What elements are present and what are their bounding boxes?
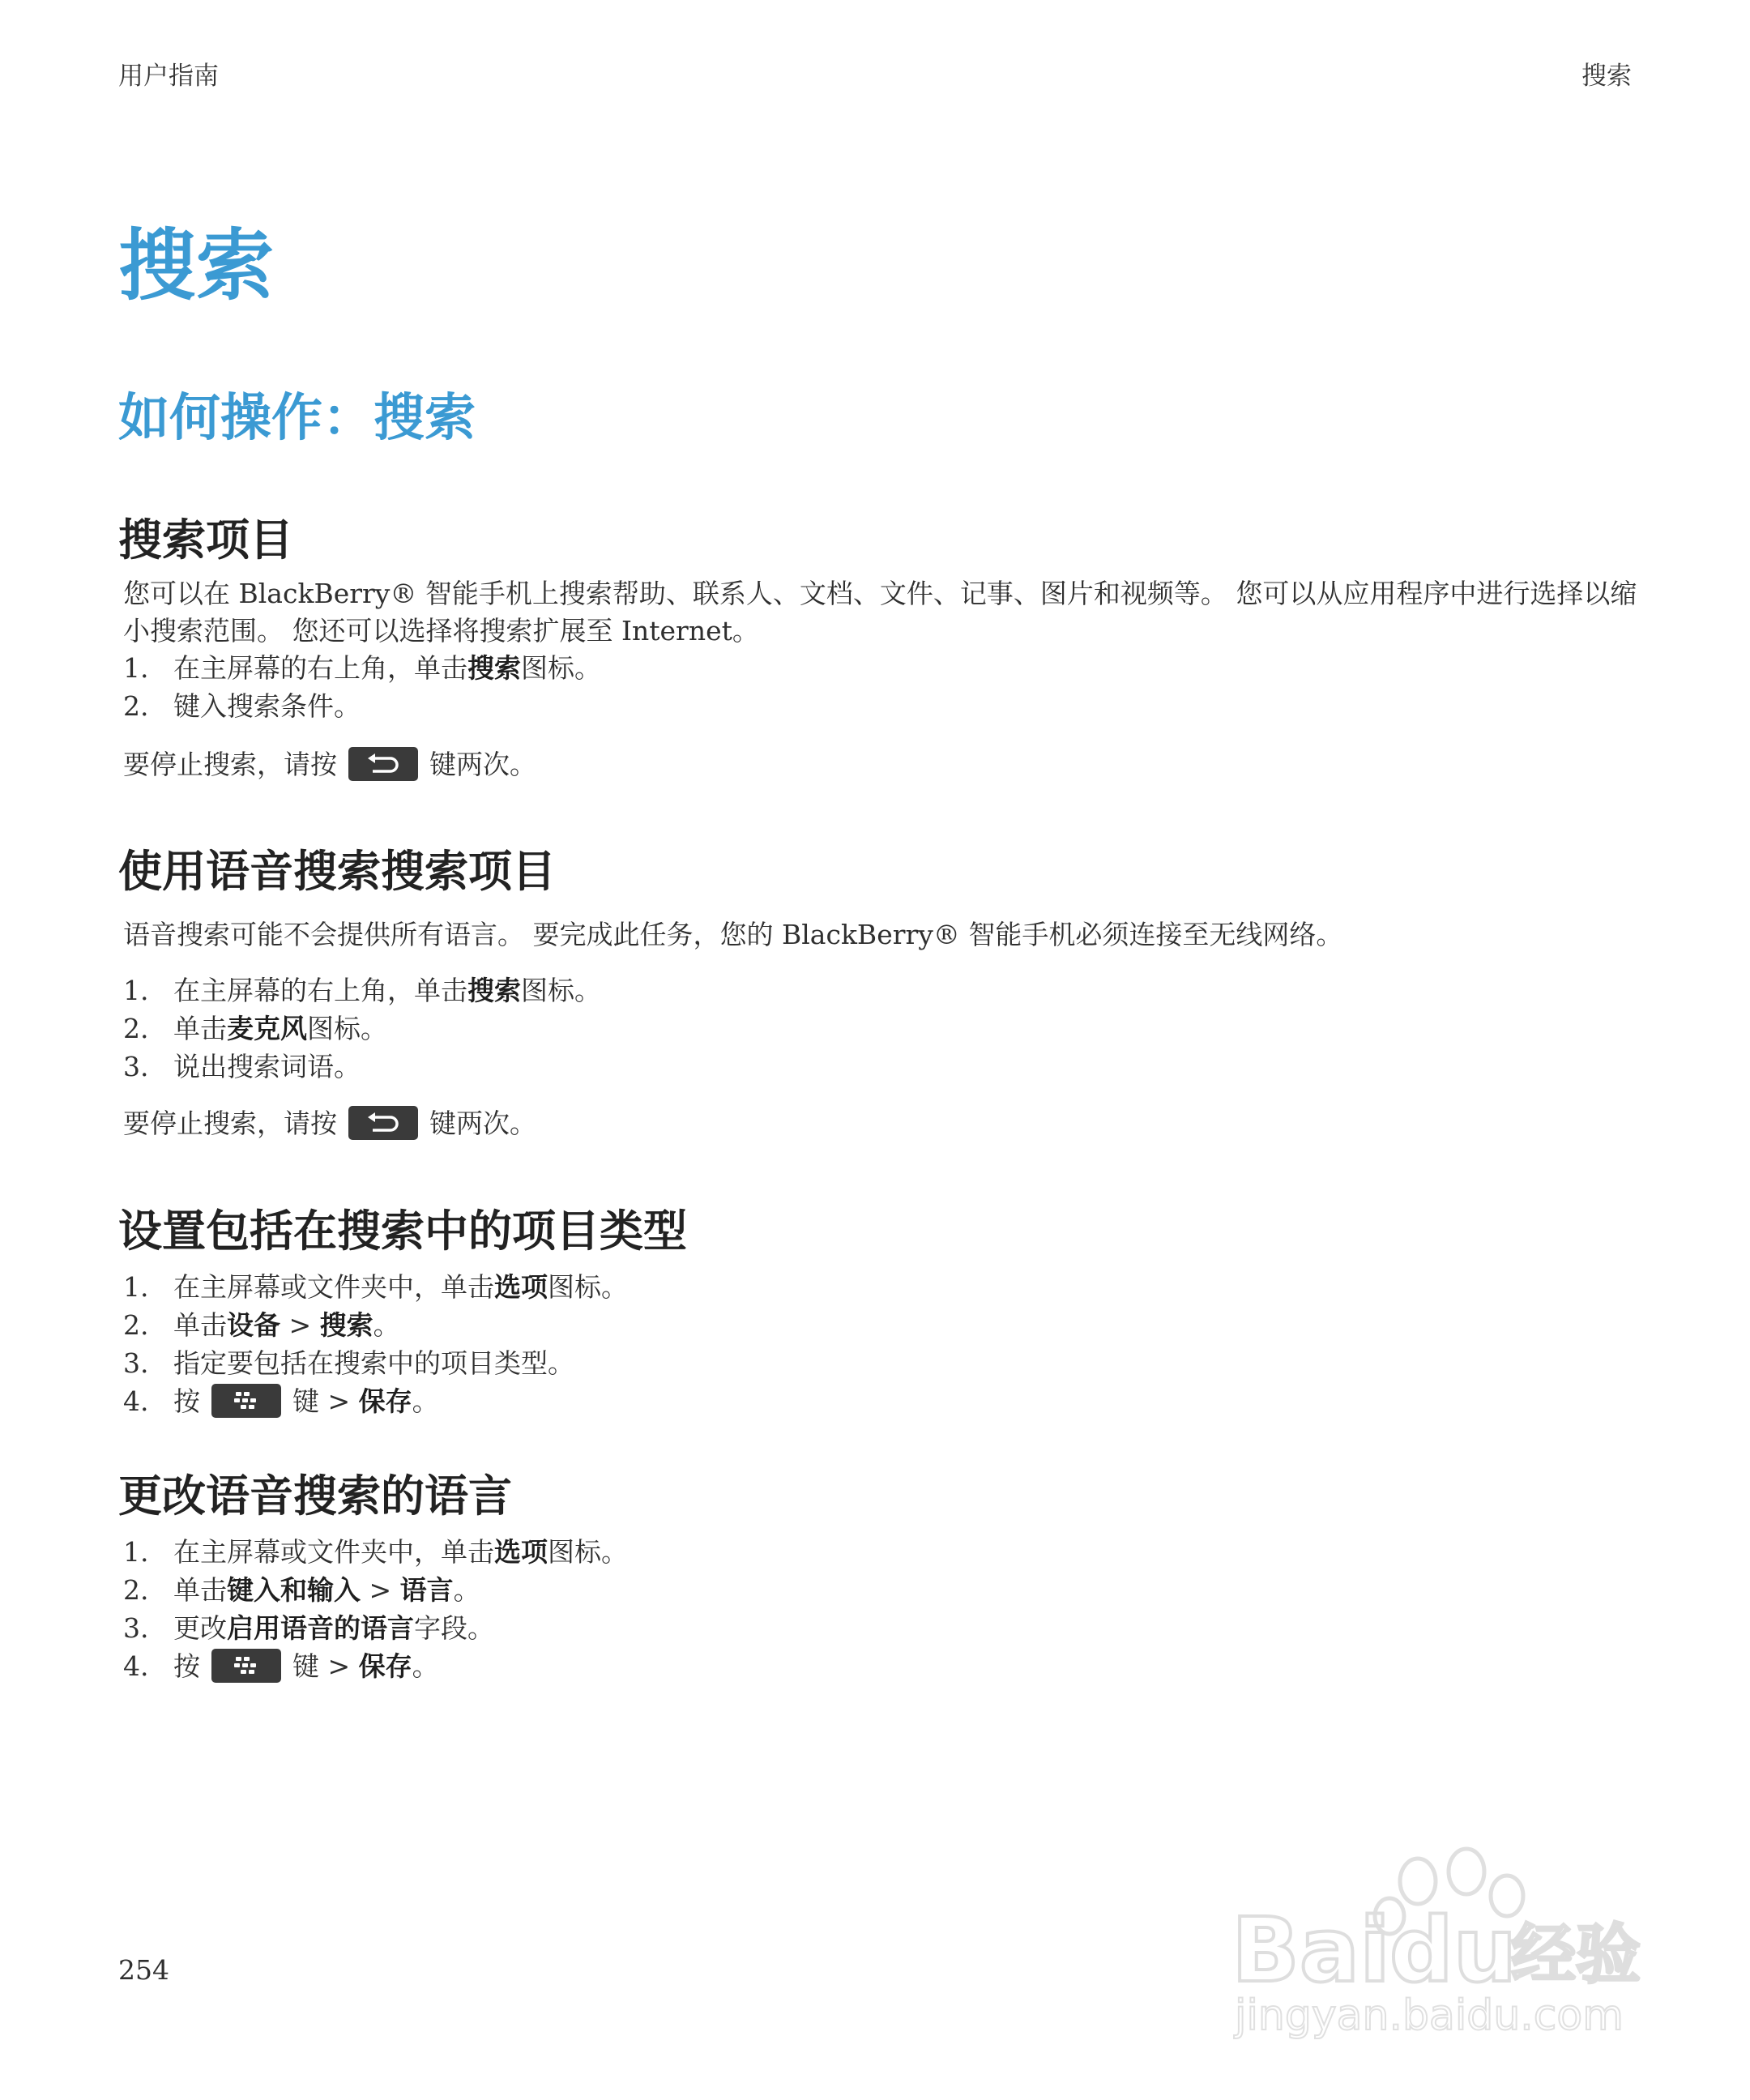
step-text: 键入搜索条件。 [173, 690, 361, 722]
step-number: 4. [123, 1650, 149, 1682]
step-bold: 保存 [358, 1650, 412, 1682]
running-header-right: 搜索 [1581, 62, 1632, 91]
step-text: 在主屏幕的右上角，单击 [173, 975, 467, 1006]
step-bold: 麦克风 [227, 1013, 307, 1044]
step-item [123, 688, 361, 725]
step-number: 3. [123, 1347, 149, 1379]
step-text: 。 [412, 1385, 439, 1417]
note-text: 键两次。 [429, 1108, 536, 1139]
step-text: 。 [373, 1309, 400, 1341]
step-separator: > [319, 1385, 359, 1417]
step-text: 说出搜索词语。 [173, 1051, 361, 1082]
step-bold: 语言 [399, 1574, 454, 1606]
back-key-icon [348, 747, 418, 781]
step-item [123, 1383, 439, 1420]
step-text: 图标。 [521, 652, 601, 684]
step-item [123, 1610, 494, 1647]
step-text: 图标。 [307, 1013, 387, 1044]
section-heading-voice-search: 使用语音搜索搜索项目 [118, 846, 556, 897]
step-text: 在主屏幕或文件夹中，单击 [173, 1271, 494, 1303]
step-bold: 搜索 [319, 1309, 373, 1341]
step-text: 图标。 [548, 1271, 628, 1303]
step-item [123, 1648, 439, 1685]
svg-text:经验: 经验 [1511, 1917, 1641, 1992]
section-intro: 您可以在 BlackBerry® 智能手机上搜索帮助、联系人、文档、文件、记事、图片和视频等。 您可以从应用程序中进行选择以缩小搜索范围。 您还可以选择将搜索扩展至 Internet。 [123, 578, 1637, 647]
step-text: 图标。 [521, 975, 601, 1006]
step-item [123, 1572, 480, 1609]
step-number: 3. [123, 1612, 149, 1644]
step-bold: 选项 [494, 1536, 548, 1568]
step-text: 在主屏幕或文件夹中，单击 [173, 1536, 494, 1568]
baidu-jingyan-watermark [1223, 1839, 1645, 2042]
step-text: 字段。 [414, 1612, 494, 1644]
svg-text:Bai: Bai [1231, 1898, 1390, 2002]
step-bold: 保存 [358, 1385, 412, 1417]
section-heading-voice-language: 更改语音搜索的语言 [118, 1470, 512, 1522]
step-bold: 搜索 [467, 975, 521, 1006]
section-title: 如何操作：搜索 [118, 388, 476, 447]
step-bold: 启用语音的语言 [227, 1612, 414, 1644]
step-number: 2. [123, 1013, 149, 1044]
step-text: 键 [292, 1385, 319, 1417]
step-separator: > [319, 1650, 359, 1682]
step-number: 3. [123, 1051, 149, 1082]
step-item [123, 1048, 361, 1086]
note-text: 要停止搜索，请按 [123, 749, 337, 780]
step-item [123, 650, 601, 687]
step-text: 更改 [173, 1612, 227, 1644]
svg-text:jingyan.baidu.com: jingyan.baidu.com [1235, 1991, 1624, 2040]
step-text: 。 [453, 1574, 480, 1606]
step-item [123, 1269, 628, 1306]
step-separator: > [280, 1309, 320, 1341]
step-text: 指定要包括在搜索中的项目类型。 [173, 1347, 574, 1379]
menu-key-icon [211, 1649, 281, 1683]
paw-logo-icon [1223, 1839, 1645, 2042]
step-text: 单击 [173, 1574, 227, 1606]
step-number: 2. [123, 1574, 149, 1606]
step-item [123, 1534, 628, 1571]
step-number: 1. [123, 975, 149, 1006]
note-text: 键两次。 [429, 749, 536, 780]
step-bold: 搜索 [467, 652, 521, 684]
step-text: 。 [412, 1650, 439, 1682]
svg-text:du: du [1389, 1898, 1517, 2002]
note-text: 要停止搜索，请按 [123, 1108, 337, 1139]
step-number: 4. [123, 1385, 149, 1417]
chapter-title: 搜索 [118, 220, 274, 311]
section-heading-item-types: 设置包括在搜索中的项目类型 [118, 1206, 687, 1257]
step-number: 2. [123, 1309, 149, 1341]
section-heading-search-items: 搜索项目 [118, 514, 293, 566]
step-bold: 设备 [227, 1309, 280, 1341]
step-text: 图标。 [548, 1536, 628, 1568]
step-text: 按 [173, 1385, 200, 1417]
step-item [123, 972, 601, 1009]
step-text: 在主屏幕的右上角，单击 [173, 652, 467, 684]
back-key-icon [348, 1106, 418, 1140]
step-number: 1. [123, 652, 149, 684]
step-separator: > [361, 1574, 400, 1606]
step-bold: 键入和输入 [227, 1574, 361, 1606]
step-number: 1. [123, 1271, 149, 1303]
step-item [123, 1307, 400, 1344]
step-bold: 选项 [494, 1271, 548, 1303]
step-text: 按 [173, 1650, 200, 1682]
step-number: 2. [123, 690, 149, 722]
step-number: 1. [123, 1536, 149, 1568]
menu-key-icon [211, 1384, 281, 1418]
step-text: 键 [292, 1650, 319, 1682]
step-text: 单击 [173, 1309, 227, 1341]
running-header-left: 用户指南 [118, 62, 219, 91]
note-line [123, 746, 536, 783]
page-number: 254 [118, 1954, 169, 1986]
note-line [123, 1105, 536, 1142]
section-intro: 语音搜索可能不会提供所有语言。 要完成此任务，您的 BlackBerry® 智能手机必须连接至无线网络。 [123, 919, 1343, 950]
step-text: 单击 [173, 1013, 227, 1044]
step-item [123, 1010, 387, 1048]
step-item [123, 1345, 574, 1382]
